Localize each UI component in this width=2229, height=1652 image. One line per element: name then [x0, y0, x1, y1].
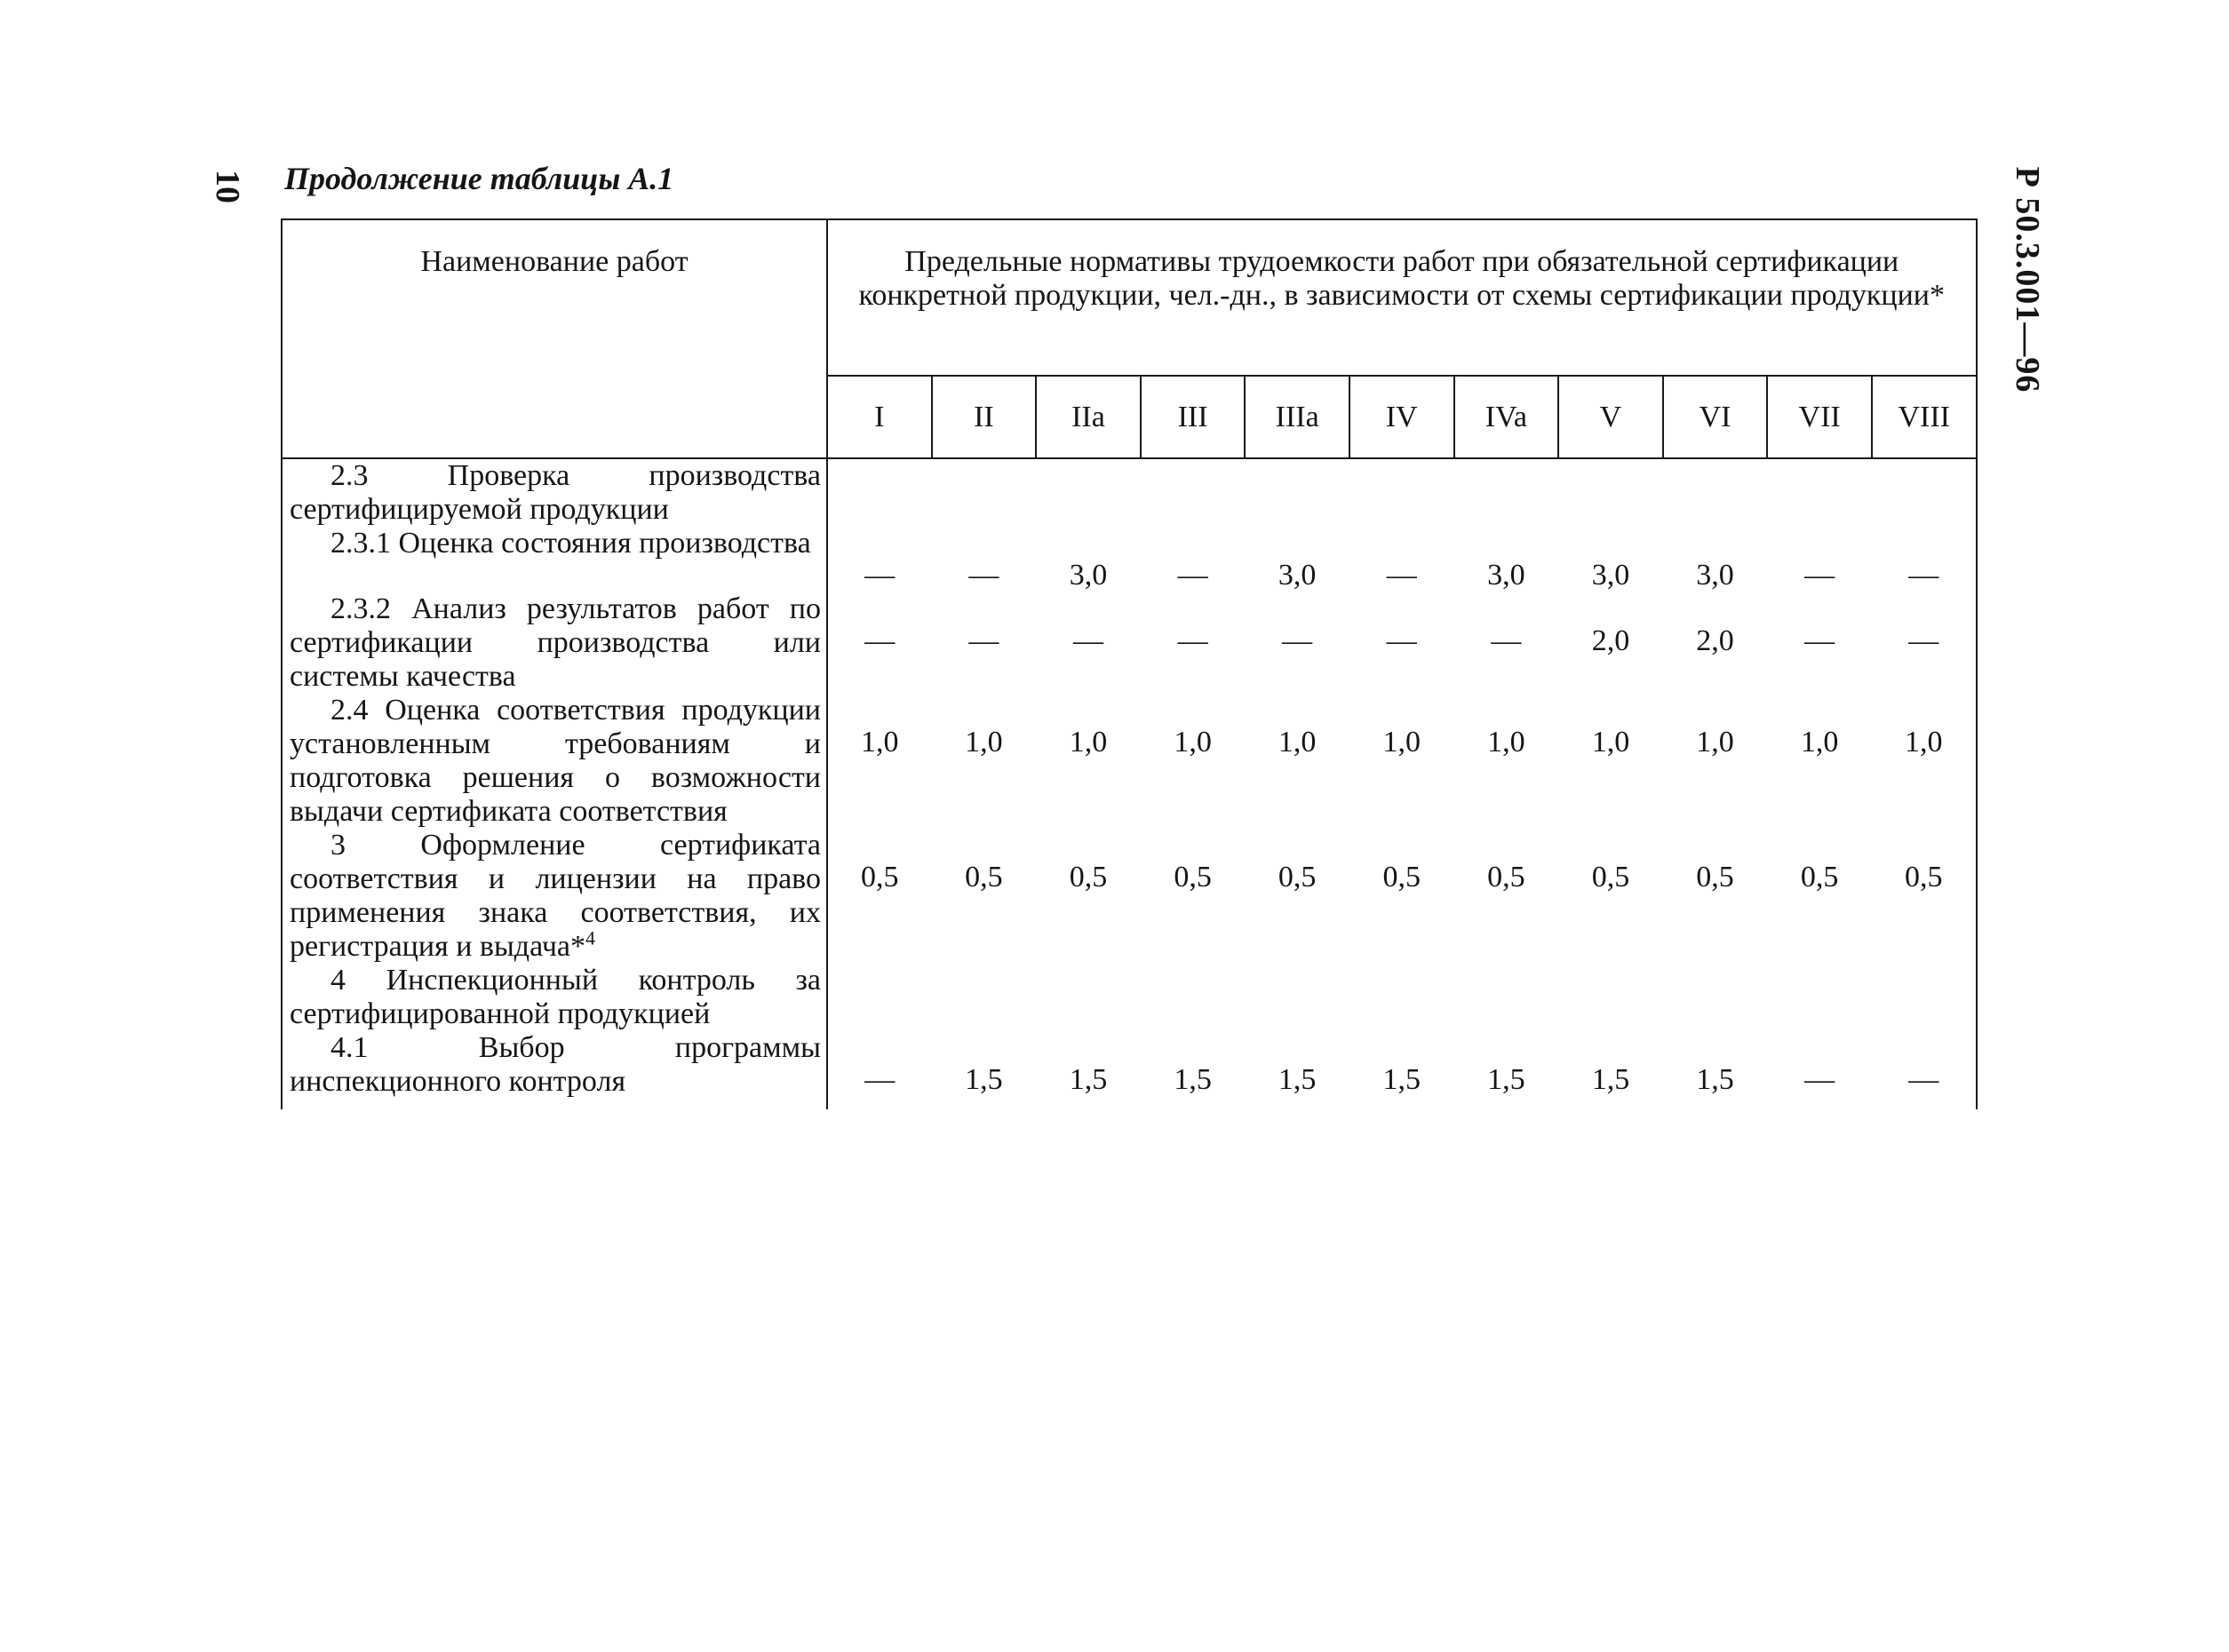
value-cell: — [1177, 624, 1208, 657]
value-cell [1558, 458, 1663, 527]
value-cell: — [864, 1063, 896, 1096]
table-row [282, 458, 1977, 527]
value-cell: — [864, 559, 896, 592]
value-cell: 1,0 [1069, 726, 1108, 758]
value-cell [1349, 964, 1454, 1031]
value-cell: 2,0 [1696, 624, 1734, 657]
scheme-header: V [1558, 376, 1663, 458]
value-cell: 3,0 [1278, 559, 1317, 592]
value-cell: 1,0 [1487, 726, 1525, 758]
value-cell: 1,0 [965, 726, 1003, 758]
value-cell: 1,0 [1800, 726, 1839, 758]
scheme-header: VIII [1872, 376, 1977, 458]
value-cell [1767, 964, 1872, 1031]
value-cell: 1,5 [1069, 1063, 1108, 1096]
value-cell: — [1804, 1063, 1835, 1096]
value-cell [1454, 458, 1559, 527]
scheme-header: II [932, 376, 1037, 458]
scheme-header: I [827, 376, 932, 458]
value-cell: 1,5 [1591, 1063, 1630, 1096]
value-cell: 1,5 [965, 1063, 1003, 1096]
value-cell: 1,0 [1278, 726, 1317, 758]
value-cell [932, 964, 1037, 1031]
value-cell: 1,5 [1174, 1063, 1212, 1096]
work-name-cell: 2.3 Проверка производства сертифицируемой продукции [282, 458, 827, 527]
value-cell: 0,5 [1069, 861, 1108, 894]
value-cell: 0,5 [1872, 829, 1977, 964]
value-cell: 0,5 [1174, 861, 1212, 894]
value-cell: 0,5 [1800, 861, 1839, 894]
value-cell: — [1491, 624, 1522, 657]
value-cell: — [1072, 624, 1103, 657]
value-cell [1872, 458, 1977, 527]
header-work-name: Наименование работ [282, 219, 827, 458]
work-name-cell: 2.3.1 Оценка состояния производства [282, 527, 827, 592]
value-cell [1141, 964, 1246, 1031]
value-cell: 3,0 [1696, 559, 1734, 592]
value-cell: 1,5 [1278, 1063, 1317, 1096]
scheme-header: IVa [1454, 376, 1559, 458]
value-cell: 1,0 [1872, 694, 1977, 829]
value-cell [1663, 458, 1768, 527]
footnote-mark: 4 [585, 926, 596, 949]
value-cell: 1,0 [1591, 726, 1630, 758]
value-cell: 0,5 [1487, 861, 1525, 894]
value-cell: 0,5 [1382, 861, 1421, 894]
value-cell: 3,0 [1487, 559, 1525, 592]
header-norms: Предельные нормативы трудоемкости работ при обязательной сертификации конкретной продукции, чел.-дн., в зависимости от схемы сертификации продукции* [827, 219, 1977, 376]
value-cell: 0,5 [861, 861, 899, 894]
value-cell [1349, 458, 1454, 527]
table-row [282, 694, 1977, 829]
page-number: 10 [209, 170, 246, 203]
value-cell: 0,5 [1278, 861, 1317, 894]
value-cell: 0,5 [1591, 861, 1630, 894]
value-cell [1245, 964, 1349, 1031]
value-cell: — [1804, 559, 1835, 592]
value-cell: — [1872, 592, 1977, 694]
value-cell: 3,0 [1591, 559, 1630, 592]
work-name-cell: 4 Инспекционный контроль за сертифицированной продукцией [282, 964, 827, 1031]
value-cell: — [1282, 624, 1313, 657]
scheme-header: IIIa [1245, 376, 1349, 458]
table-row [282, 592, 1977, 694]
value-cell: 1,5 [1696, 1063, 1734, 1096]
scheme-header: IV [1349, 376, 1454, 458]
value-cell [1141, 458, 1246, 527]
value-cell: 1,0 [1382, 726, 1421, 758]
value-cell: — [1872, 527, 1977, 592]
value-cell: — [968, 559, 999, 592]
value-cell: — [1386, 624, 1417, 657]
value-cell: — [1177, 559, 1208, 592]
value-cell: 0,5 [1696, 861, 1734, 894]
value-cell: — [1804, 624, 1835, 657]
work-name-cell: 4.1 Выбор программы инспекционного контроля [282, 1031, 827, 1109]
table-row [282, 527, 1977, 592]
value-cell: 2,0 [1591, 624, 1630, 657]
value-cell [1872, 964, 1977, 1031]
value-cell: — [1386, 559, 1417, 592]
work-name-cell: 2.4 Оценка соответствия продукции установленным требованиям и подготовка решения о возможности выдачи сертификата соответствия [282, 694, 827, 829]
value-cell: — [968, 624, 999, 657]
scheme-header: VII [1767, 376, 1872, 458]
scheme-header: III [1141, 376, 1246, 458]
table-row [282, 964, 1977, 1031]
scheme-header: VI [1663, 376, 1768, 458]
value-cell: — [1872, 1031, 1977, 1109]
value-cell [1245, 458, 1349, 527]
work-name-cell: 3 Оформление сертификата соответствия и лицензии на право применения знака соответствия, их регистрация и выдача*$^4$ [282, 829, 827, 964]
value-cell [1454, 964, 1559, 1031]
norms-table [281, 218, 1978, 1109]
value-cell [1036, 458, 1141, 527]
value-cell [827, 964, 932, 1031]
work-name-cell: 2.3.2 Анализ результатов работ по сертификации производства или системы качества [282, 592, 827, 694]
scheme-header: IIa [1036, 376, 1141, 458]
table-row [282, 1031, 1977, 1109]
value-cell: 0,5 [965, 861, 1003, 894]
document-code: Р 50.3.001—96 [2009, 166, 2046, 393]
value-cell: 1,0 [861, 726, 899, 758]
value-cell: 3,0 [1069, 559, 1108, 592]
value-cell [932, 458, 1037, 527]
table-caption: Продолжение таблицы А.1 [284, 161, 674, 196]
value-cell: 1,0 [1174, 726, 1212, 758]
value-cell: 1,5 [1382, 1063, 1421, 1096]
value-cell [1036, 964, 1141, 1031]
value-cell: — [864, 624, 896, 657]
value-cell [1663, 964, 1768, 1031]
value-cell: 1,5 [1487, 1063, 1525, 1096]
value-cell [1767, 458, 1872, 527]
value-cell [827, 458, 932, 527]
value-cell [1558, 964, 1663, 1031]
table-row [282, 829, 1977, 964]
value-cell: 1,0 [1696, 726, 1734, 758]
